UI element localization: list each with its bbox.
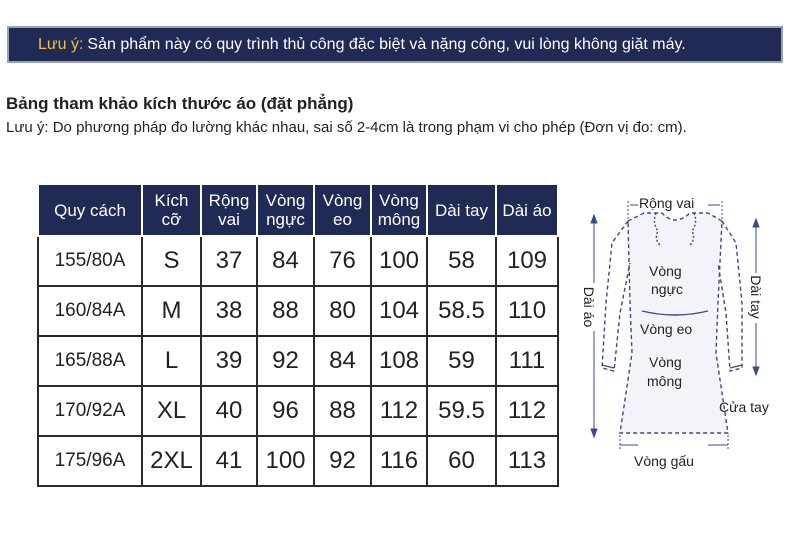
table-row <box>38 436 558 486</box>
table-body <box>38 236 558 486</box>
table-row <box>38 236 558 286</box>
column-header <box>257 184 314 236</box>
table-cell: 100 <box>257 436 314 486</box>
table-cell: 108 <box>371 336 427 386</box>
column-header-text: Vòng <box>265 191 306 210</box>
table-cell: 165/88A <box>38 336 142 386</box>
hip-label-line1: Vòng <box>649 354 682 370</box>
table-cell: XL <box>142 386 201 436</box>
table-cell: 76 <box>314 236 371 286</box>
table-cell: 88 <box>314 386 371 436</box>
size-table <box>37 183 559 487</box>
column-header-text: vai <box>218 210 240 229</box>
waist-label: Vòng eo <box>640 321 693 337</box>
table-cell: 113 <box>496 436 558 486</box>
table-row <box>38 386 558 436</box>
column-header-text: ngực <box>266 210 305 229</box>
table-cell: 170/92A <box>38 386 142 436</box>
table-cell: 111 <box>496 336 558 386</box>
table-cell: 59.5 <box>427 386 496 436</box>
column-header-text: Dài áo <box>502 200 552 220</box>
table-cell: 112 <box>496 386 558 436</box>
table-cell: 39 <box>201 336 257 386</box>
column-header-text: mông <box>377 210 421 229</box>
column-header-text: Vòng <box>322 191 363 210</box>
column-header-text: Rộng <box>208 191 250 210</box>
notice-label: Lưu ý: <box>38 35 84 53</box>
column-header-text: eo <box>333 210 352 229</box>
shoulder-label: Rộng vai <box>639 195 695 211</box>
table-cell: 92 <box>314 436 371 486</box>
column-header-text: Quy cách <box>54 200 126 220</box>
column-header-text: Dài tay <box>435 200 488 220</box>
table-cell: 84 <box>257 236 314 286</box>
table-cell: 58 <box>427 236 496 286</box>
table-cell: 160/84A <box>38 286 142 336</box>
column-header <box>371 184 427 236</box>
table-cell: 96 <box>257 386 314 436</box>
column-header-text: Kích <box>154 191 189 210</box>
table-cell: 58.5 <box>427 286 496 336</box>
table-cell: 104 <box>371 286 427 336</box>
dress-measurement-diagram <box>582 183 782 473</box>
size-chart-heading: Bảng tham khảo kích thước áo (đặt phẳng) <box>6 94 354 113</box>
table-cell: 80 <box>314 286 371 336</box>
table-row <box>38 336 558 386</box>
hem-label: Vòng gấu <box>634 453 694 469</box>
table-row <box>38 286 558 336</box>
table-header-row <box>38 184 558 236</box>
table-cell: 88 <box>257 286 314 336</box>
table-cell: 92 <box>257 336 314 386</box>
column-header-text: cỡ <box>161 210 182 229</box>
table-cell: 2XL <box>142 436 201 486</box>
table-cell: 41 <box>201 436 257 486</box>
measurement-note: Lưu ý: Do phương pháp đo lường khác nhau, sai số 2-4cm là trong phạm vi cho phép (Đơn vị đo: cm). <box>6 119 687 136</box>
column-header <box>496 184 558 236</box>
table-cell: 110 <box>496 286 558 336</box>
length-label: Dài áo <box>581 286 598 328</box>
table-cell: L <box>142 336 201 386</box>
care-notice-banner <box>7 26 783 63</box>
table-cell: S <box>142 236 201 286</box>
table-cell: M <box>142 286 201 336</box>
table-cell: 40 <box>201 386 257 436</box>
table-cell: 155/80A <box>38 236 142 286</box>
table-cell: 112 <box>371 386 427 436</box>
sleeve-label: Dài tay <box>747 275 764 319</box>
table-cell: 37 <box>201 236 257 286</box>
table-cell: 84 <box>314 336 371 386</box>
hip-label-line2: mông <box>647 373 683 389</box>
column-header <box>427 184 496 236</box>
notice-message: Sản phẩm này có quy trình thủ công đặc biệt và nặng công, vui lòng không giặt máy. <box>87 35 686 53</box>
column-header <box>314 184 371 236</box>
table-cell: 38 <box>201 286 257 336</box>
column-header <box>38 184 142 236</box>
cuff-label: Cửa tay <box>719 399 769 415</box>
table-cell: 116 <box>371 436 427 486</box>
table-cell: 60 <box>427 436 496 486</box>
table-cell: 175/96A <box>38 436 142 486</box>
column-header <box>142 184 201 236</box>
table-cell: 109 <box>496 236 558 286</box>
chest-label-line2: ngực <box>651 281 683 297</box>
chest-label-line1: Vòng <box>649 263 682 279</box>
column-header-text: Vòng <box>379 191 419 210</box>
table-cell: 100 <box>371 236 427 286</box>
table-cell: 59 <box>427 336 496 386</box>
column-header <box>201 184 257 236</box>
